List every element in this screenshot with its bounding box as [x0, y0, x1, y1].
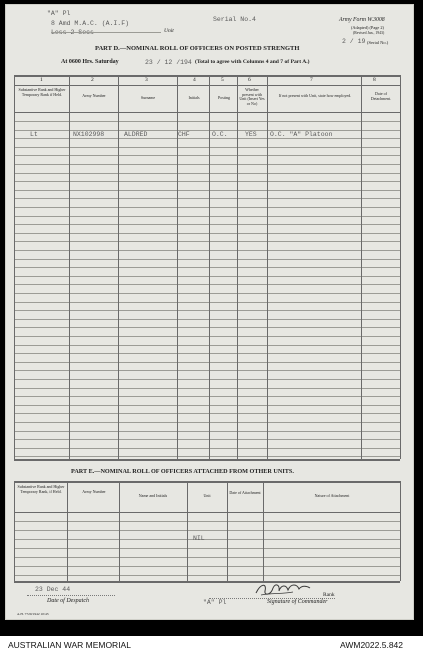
rule-line	[14, 259, 400, 260]
rule-line	[14, 362, 400, 363]
rule-line	[14, 302, 400, 303]
col-header-army-number: Army Number	[82, 93, 106, 98]
col-header-rank: Substantive Rank and Higher Temporary Rank if Held.	[18, 87, 66, 97]
e-header-rank: Substantive Rank and Higher Temporary Rank, if Held.	[17, 484, 65, 494]
serial-no-label: (Serial No.)	[367, 40, 389, 45]
rule-line	[119, 481, 120, 581]
rule-line	[14, 198, 400, 199]
form-adapted: (Adapted) (Page 2)	[351, 25, 384, 30]
rule-line	[14, 353, 400, 354]
rule-line	[14, 138, 400, 139]
rule-line	[14, 481, 15, 581]
e-nil-entry: NIL	[193, 535, 205, 542]
rule-line	[14, 190, 400, 191]
e-header-attachment-nature: Nature of Attachment	[314, 493, 350, 498]
part-d-date-value: 23 / 12 /194	[145, 59, 192, 66]
despatch-date-label: Date of Despatch	[47, 598, 89, 604]
rule-line	[14, 422, 400, 423]
col-num-6: 6	[248, 77, 251, 83]
col-header-initials: Initials	[188, 95, 200, 100]
rule-line	[14, 293, 400, 294]
part-d-time-prefix: At 0600 Hrs. Saturday	[61, 59, 119, 65]
rule-line	[14, 566, 400, 567]
signature-image	[253, 581, 313, 599]
unit-line-2: 8 Amd M.A.C. (A.I.F)	[51, 20, 130, 27]
despatch-date-value: 23 Dec 44	[35, 586, 71, 593]
rule-line	[14, 521, 400, 522]
row-present: YES	[245, 131, 257, 138]
rule-line	[14, 379, 400, 380]
rule-line	[361, 75, 362, 459]
part-e-title: PART E.—NOMINAL ROLL OF OFFICERS ATTACHED FROM OTHER UNITS.	[71, 468, 294, 475]
rule-line	[263, 481, 264, 581]
col-num-4: 4	[193, 77, 196, 83]
rule-line	[14, 147, 400, 148]
rule-line	[14, 396, 400, 397]
rule-line	[14, 224, 400, 225]
rule-line	[14, 284, 400, 285]
rule-line	[14, 207, 400, 208]
col-header-present: Whether present with Unit (Insert Yes or No)	[239, 87, 265, 106]
e-header-name: Name and Initials	[138, 493, 168, 498]
rule-line	[14, 164, 400, 165]
row-initials: CHF	[178, 131, 190, 138]
unit-line-1: "A" Pl	[47, 10, 71, 17]
rule-line	[14, 327, 400, 328]
col-num-8: 8	[373, 77, 376, 83]
rule-line	[14, 75, 15, 459]
rule-line	[14, 439, 400, 440]
rule-line	[14, 250, 400, 251]
col-num-5: 5	[221, 77, 224, 83]
rule-line	[14, 216, 400, 217]
unit-label: Unit	[164, 28, 174, 34]
part-d-date-suffix: (Total to agree with Columns 4 and 7 of Part A.)	[195, 59, 310, 65]
rule-line	[14, 319, 400, 320]
signature-label: Signature of Commander	[267, 599, 328, 605]
rule-line	[187, 481, 188, 581]
unit-line-3: Less 2 Secs	[51, 29, 94, 36]
col-num-7: 7	[310, 77, 313, 83]
rule-line	[14, 575, 400, 576]
row-employed: O.C. "A" Platoon	[270, 131, 333, 138]
rule-line	[267, 75, 268, 459]
rank-label: Rank	[323, 592, 335, 598]
footer-unit-typed: "A" Pl	[203, 599, 227, 606]
e-header-attachment-date: Date of Attachment	[229, 490, 261, 495]
rule-line	[14, 267, 400, 268]
rule-line	[14, 345, 400, 346]
rule-line	[14, 431, 400, 432]
form-revised: (Revised Jan., 1943)	[353, 31, 385, 35]
e-header-unit: Unit	[203, 493, 211, 498]
col-num-2: 2	[91, 77, 94, 83]
archive-caption-bar	[0, 636, 423, 653]
rule-line	[14, 233, 400, 234]
rule-line	[14, 181, 400, 182]
rule-line	[14, 336, 400, 337]
rule-line	[400, 481, 401, 581]
row-surname: ALDRED	[124, 131, 148, 138]
rule-line	[14, 456, 400, 457]
form-name: Army Form W.3008	[339, 17, 385, 23]
rule-line	[14, 557, 400, 558]
rule-line	[14, 276, 400, 277]
unit-underline	[51, 32, 161, 33]
form-sheet	[5, 4, 414, 620]
col-header-posting: Posting	[217, 95, 230, 100]
rule-line	[14, 370, 400, 371]
rule-line	[14, 530, 400, 531]
rule-line	[209, 75, 210, 459]
rule-line	[14, 130, 400, 131]
rule-line	[118, 75, 119, 459]
col-num-3: 3	[145, 77, 148, 83]
rule-line	[14, 448, 400, 449]
col-header-detachment-date: Date of Detachment.	[370, 91, 392, 101]
serial-typed: Serial No.4	[213, 16, 256, 23]
rule-line	[14, 173, 400, 174]
col-num-1: 1	[40, 77, 43, 83]
rule-line	[69, 75, 70, 459]
rule-line	[14, 405, 400, 406]
row-army-number: NX102998	[73, 131, 105, 138]
rule-line	[227, 481, 228, 581]
rule-line	[67, 481, 68, 581]
rule-line	[14, 310, 400, 311]
part-d-title: PART D.—NOMINAL ROLL OF OFFICERS ON POSTED STRENGTH	[95, 45, 300, 52]
rule-line	[14, 413, 400, 414]
serial-no-value: 2 / 19	[342, 38, 366, 45]
e-header-army-number: Army Number	[82, 489, 106, 494]
rule-line	[14, 155, 400, 156]
rule-line	[14, 388, 400, 389]
row-rank: Lt	[30, 131, 38, 138]
rule-line	[14, 548, 400, 549]
col-header-surname: Surname	[140, 95, 156, 100]
col-header-employed: If not present with Unit, state how employed.	[278, 93, 352, 98]
rule-line	[14, 241, 400, 242]
archive-institution: AUSTRALIAN WAR MEMORIAL	[8, 640, 131, 650]
printer-note: A.H. 7720/1942 10/43	[17, 612, 49, 616]
rule-line	[237, 75, 238, 459]
rule-line	[14, 539, 400, 540]
rule-line	[400, 75, 401, 459]
rule-line	[14, 121, 400, 122]
archive-reference: AWM2022.5.842	[340, 640, 403, 650]
row-posting: O.C.	[212, 131, 228, 138]
